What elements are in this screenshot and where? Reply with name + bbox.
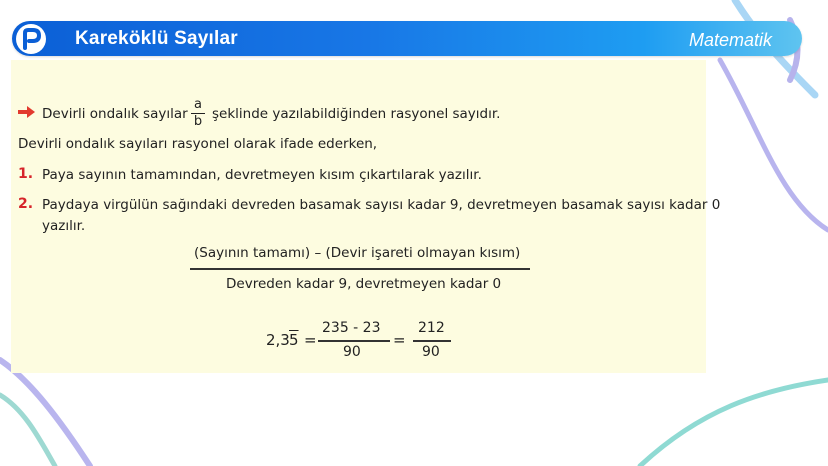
example-fraction-2-denominator: 90 bbox=[422, 344, 440, 360]
page-title: Kareköklü Sayılar bbox=[75, 28, 238, 49]
intro-fraction-numerator: a bbox=[194, 97, 202, 112]
example-lhs-repeating-digit: 5 bbox=[289, 331, 299, 349]
formula-denominator: Devreden kadar 9, devretmeyen kadar 0 bbox=[226, 276, 502, 292]
step-2-marker: 2. bbox=[18, 196, 34, 212]
arrow-bullet-icon bbox=[18, 106, 35, 118]
formula-fraction-bar bbox=[190, 268, 530, 270]
step-2-text-line-2: yazılır. bbox=[42, 218, 86, 234]
brand-logo-icon bbox=[14, 24, 48, 54]
example-equals-2: = bbox=[393, 331, 406, 349]
step-1-marker: 1. bbox=[18, 166, 34, 182]
intro-fraction bbox=[191, 98, 205, 129]
example-fraction-1-bar bbox=[318, 340, 390, 342]
example-fraction-2-bar bbox=[413, 340, 451, 342]
example-fraction-2-numerator: 212 bbox=[418, 320, 445, 336]
intro-fraction-denominator: b bbox=[193, 114, 203, 129]
example-equals-1: = bbox=[304, 331, 317, 349]
step-2-text-line-1: Paydaya virgülün sağındaki devreden basamak sayısı kadar 9, devretmeyen basamak sayısı kadar 0 bbox=[42, 197, 721, 213]
intro-text-post: şeklinde yazılabildiğinden rasyonel sayıdır. bbox=[212, 106, 501, 122]
example-fraction-1-denominator: 90 bbox=[343, 344, 361, 360]
example-lhs-integer: 2,3 bbox=[266, 331, 290, 349]
subject-label: Matematik bbox=[688, 30, 772, 50]
step-1-text: Paya sayının tamamından, devretmeyen kısım çıkartılarak yazılır. bbox=[42, 167, 482, 183]
intro-line-2: Devirli ondalık sayıları rasyonel olarak ifade ederken, bbox=[18, 136, 378, 152]
formula-numerator: (Sayının tamamı) – (Devir işareti olmayan kısım) bbox=[194, 245, 521, 261]
example-fraction-1-numerator: 235 - 23 bbox=[322, 320, 381, 336]
intro-text-pre: Devirli ondalık sayılar bbox=[42, 106, 188, 122]
